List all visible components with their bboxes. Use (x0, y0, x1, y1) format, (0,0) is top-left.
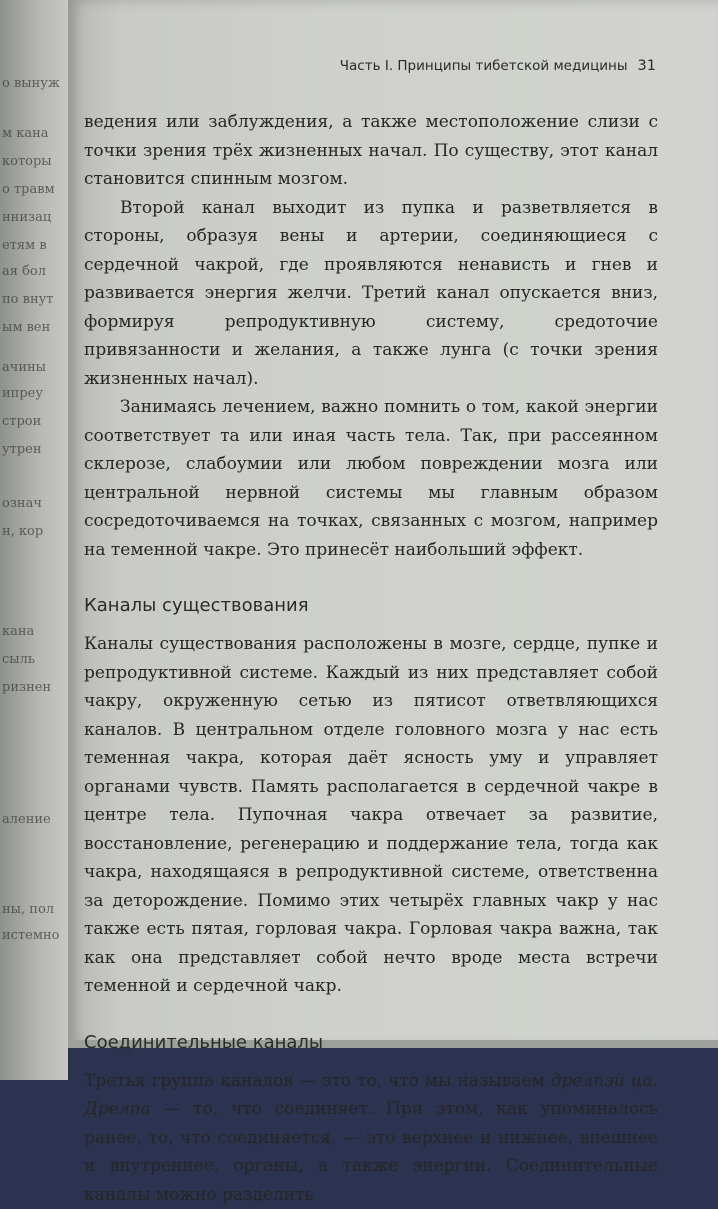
facing-page-fragment: м кана (2, 124, 62, 144)
facing-page-fragment: истемно (2, 926, 62, 946)
facing-page-fragment: ны, пол (2, 900, 62, 920)
facing-page-fragment: строи (2, 412, 62, 432)
paragraph (84, 1067, 658, 1209)
paragraph: Каналы существования расположены в мозге, сердце, пупке и репродуктивной системе. Каждый из них представляет собой чакру, окруженную сетью из пятисот ответвляющихся каналов. В центральном отделе головного мозга у нас есть теменная чакра, которая даёт ясность уму и управляет органами чувств. Память располагается в сердечной чакре в центре тела. Пупочная чакра отвечает за развитие, восстановление, регенерацию и поддержание тела, тогда как чакра, находящаяся в репродуктивной системе, ответственна за деторождение. Помимо этих четырёх главных чакр у нас также есть пятая, горловая чакра. Горловая чакра важна, так как она представляет собой нечто вроде места встречи теменной и сердечной чакр. (84, 630, 658, 1001)
facing-page-fragment: утрен (2, 440, 62, 460)
text-run: Третья группа каналов — это то, что мы называем (84, 1071, 551, 1091)
paragraph: ведения или заблуждения, а также местоположение слизи с точки зрения трёх жизненных начал. По существу, этот канал становится спинным мозгом. (84, 108, 658, 194)
facing-page-fragment: означ (2, 494, 62, 514)
running-header (340, 58, 656, 74)
facing-page-fragment: ая бол (2, 262, 62, 282)
facing-page-fragment: сыль (2, 650, 62, 670)
facing-page-fragment: ризнен (2, 678, 62, 698)
italic-term: дрелпэй ца. Дрелпа (84, 1071, 658, 1120)
facing-page-edge (0, 0, 68, 1080)
facing-page-fragment: по внут (2, 290, 62, 310)
page-body (84, 108, 658, 1209)
facing-page-fragment: ннизац (2, 208, 62, 228)
section-heading: Соединительные каналы (84, 1031, 658, 1055)
facing-page-fragment: кана (2, 622, 62, 642)
facing-page-fragment: о вынуж (2, 74, 62, 94)
facing-page-fragment: которы (2, 152, 62, 172)
facing-page-fragment: аление (2, 810, 62, 830)
facing-page-fragment: о травм (2, 180, 62, 200)
part-title: Часть I. Принципы тибетской медицины (340, 58, 628, 74)
page-number: 31 (638, 58, 656, 74)
facing-page-fragment: ипреу (2, 384, 62, 404)
paragraph: Занимаясь лечением, важно помнить о том, какой энергии соответствует та или иная часть тела. Так, при рассеянном склерозе, слабоумии или любом повреждении мозга или центральной нервной системы мы главным образом сосредоточиваемся на точках, связанных с мозгом, например на теменной чакре. Это принесёт наибольший эффект. (84, 393, 658, 564)
facing-page-fragment: ачины (2, 358, 62, 378)
facing-page-fragment: ым вен (2, 318, 62, 338)
text-run: — то, что соединяет. При этом, как упоминалось ранее, то, что соединяется, — это верхнее и нижнее, внешнее и внутреннее, органы, а также энергии. Соединительные каналы можно разделить (84, 1099, 658, 1205)
facing-page-fragment: етям в (2, 236, 62, 256)
paragraph: Второй канал выходит из пупка и разветвляется в стороны, образуя вены и артерии, соединяющиеся с сердечной чакрой, где проявляются ненависть и гнев и развивается энергия желчи. Третий канал опускается вниз, формируя репродуктивную систему, средоточие привязанности и желания, а также лунга (с точки зрения жизненных начал). (84, 194, 658, 394)
section-heading: Каналы существования (84, 594, 658, 618)
facing-page-fragment: н, кор (2, 522, 62, 542)
